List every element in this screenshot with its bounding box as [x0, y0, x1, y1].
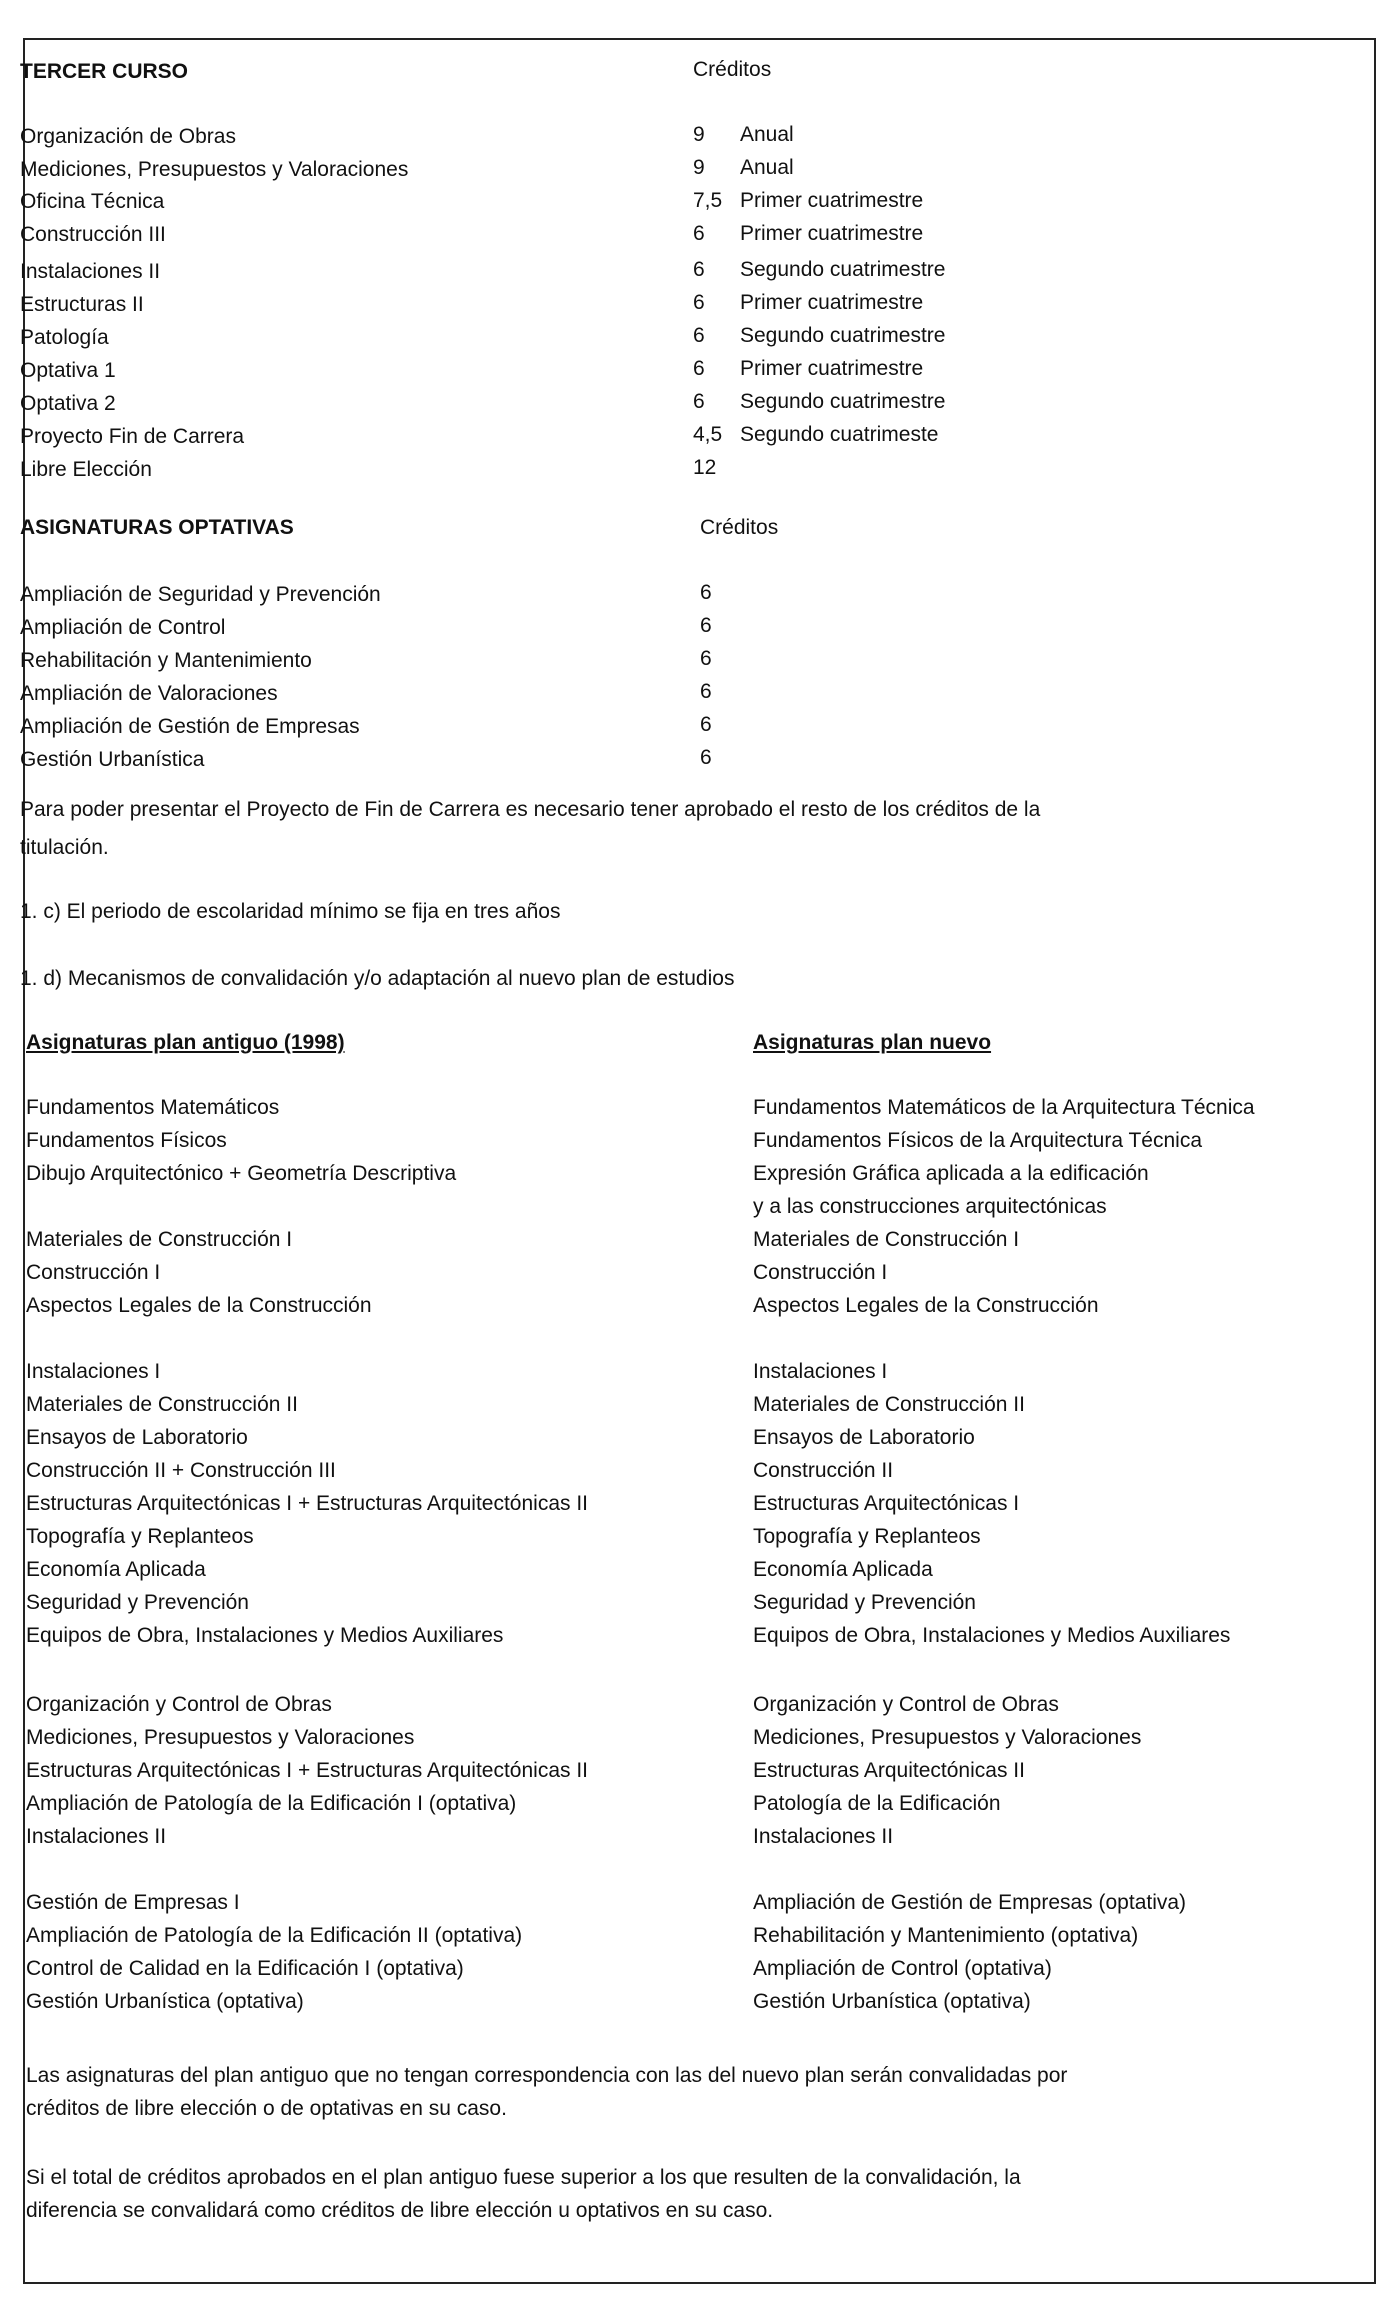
elective-credits: 6: [700, 680, 712, 703]
new-subject: Mediciones, Presupuestos y Valoraciones: [753, 1726, 1142, 1749]
old-subject: Gestión Urbanística (optativa): [26, 1990, 304, 2013]
elective-name: Ampliación de Seguridad y Prevención: [20, 583, 381, 606]
course-credits: 4,5: [693, 423, 723, 446]
mechanisms-note: 1. d) Mecanismos de convalidación y/o adaptación al nuevo plan de estudios: [20, 967, 735, 990]
new-plan-header: Asignaturas plan nuevo: [753, 1031, 992, 1054]
course-period: Segundo cuatrimestre: [740, 324, 946, 347]
course-credits: 12: [693, 456, 717, 479]
old-subject: Instalaciones I: [26, 1360, 161, 1383]
old-subject: Control de Calidad en la Edificación I (optativa): [26, 1957, 464, 1980]
closing-p2-line1: Si el total de créditos aprobados en el plan antiguo fuese superior a los que resulten de la convalidación, la: [26, 2166, 1021, 2189]
old-subject: Fundamentos Físicos: [26, 1129, 227, 1152]
old-subject: Estructuras Arquitectónicas I + Estructuras Arquitectónicas II: [26, 1759, 589, 1782]
closing-p2-line2: diferencia se convalidará como créditos de libre elección u optativos en su caso.: [26, 2199, 774, 2222]
old-subject: Dibujo Arquitectónico + Geometría Descriptiva: [26, 1162, 457, 1185]
elective-credits: 6: [700, 614, 712, 637]
new-subject: Fundamentos Físicos de la Arquitectura Técnica: [753, 1129, 1203, 1152]
new-subject: Construcción II: [753, 1459, 894, 1482]
project-note-line1: Para poder presentar el Proyecto de Fin de Carrera es necesario tener aprobado el resto de los créditos de la: [20, 798, 1041, 821]
course-period: Primer cuatrimestre: [740, 291, 924, 314]
course-period: Primer cuatrimestre: [740, 357, 924, 380]
course-period: Primer cuatrimestre: [740, 222, 924, 245]
elective-name: Rehabilitación y Mantenimiento: [20, 649, 312, 672]
old-plan-header: Asignaturas plan antiguo (1998): [26, 1031, 345, 1054]
old-subject: Instalaciones II: [26, 1825, 167, 1848]
new-subject: Seguridad y Prevención: [753, 1591, 976, 1614]
course-name: Mediciones, Presupuestos y Valoraciones: [20, 158, 409, 181]
new-subject: Equipos de Obra, Instalaciones y Medios Auxiliares: [753, 1624, 1231, 1647]
old-subject: Fundamentos Matemáticos: [26, 1096, 280, 1119]
elective-credits: 6: [700, 581, 712, 604]
old-subject: Materiales de Construcción II: [26, 1393, 298, 1416]
course-credits: 9: [693, 123, 705, 146]
course-name: Organización de Obras: [20, 125, 236, 148]
course-period: Segundo cuatrimestre: [740, 258, 946, 281]
course-name: Patología: [20, 326, 109, 349]
old-subject: Equipos de Obra, Instalaciones y Medios Auxiliares: [26, 1624, 504, 1647]
closing-p1-line1: Las asignaturas del plan antiguo que no tengan correspondencia con las del nuevo plan serán convalidadas por: [26, 2064, 1068, 2087]
course-period: Segundo cuatrimeste: [740, 423, 939, 446]
old-subject: Ensayos de Laboratorio: [26, 1426, 248, 1449]
course-name: Oficina Técnica: [20, 190, 165, 213]
old-subject: Ampliación de Patología de la Edificación II (optativa): [26, 1924, 523, 1947]
third-year-heading: TERCER CURSO: [20, 60, 189, 83]
new-subject: Ensayos de Laboratorio: [753, 1426, 975, 1449]
course-name: Optativa 2: [20, 392, 116, 415]
course-period: Segundo cuatrimestre: [740, 390, 946, 413]
new-subject: Rehabilitación y Mantenimiento (optativa): [753, 1924, 1139, 1947]
course-credits: 9: [693, 156, 705, 179]
new-subject: Construcción I: [753, 1261, 888, 1284]
course-credits: 6: [693, 357, 705, 380]
electives-heading: ASIGNATURAS OPTATIVAS: [20, 516, 294, 539]
new-subject: Gestión Urbanística (optativa): [753, 1990, 1031, 2013]
old-subject: Topografía y Replanteos: [26, 1525, 254, 1548]
elective-credits: 6: [700, 647, 712, 670]
old-subject: Construcción I: [26, 1261, 161, 1284]
course-credits: 6: [693, 258, 705, 281]
course-name: Optativa 1: [20, 359, 116, 382]
course-period: Anual: [740, 123, 794, 146]
course-name: Proyecto Fin de Carrera: [20, 425, 245, 448]
new-subject: Ampliación de Gestión de Empresas (optativa): [753, 1891, 1187, 1914]
elective-credits: 6: [700, 746, 712, 769]
old-subject: Seguridad y Prevención: [26, 1591, 249, 1614]
old-subject: Mediciones, Presupuestos y Valoraciones: [26, 1726, 415, 1749]
course-name: Instalaciones II: [20, 260, 161, 283]
new-subject: Ampliación de Control (optativa): [753, 1957, 1052, 1980]
course-name: Construcción III: [20, 223, 166, 246]
course-name: Estructuras II: [20, 293, 144, 316]
course-credits: 6: [693, 222, 705, 245]
new-subject: Estructuras Arquitectónicas II: [753, 1759, 1025, 1782]
course-credits: 6: [693, 291, 705, 314]
new-subject: Materiales de Construcción II: [753, 1393, 1025, 1416]
min-period-note: 1. c) El periodo de escolaridad mínimo se fija en tres años: [20, 900, 561, 923]
old-subject: Materiales de Construcción I: [26, 1228, 293, 1251]
elective-credits: 6: [700, 713, 712, 736]
new-subject: Instalaciones II: [753, 1825, 894, 1848]
elective-name: Ampliación de Gestión de Empresas: [20, 715, 360, 738]
new-subject: Materiales de Construcción I: [753, 1228, 1020, 1251]
closing-p1-line2: créditos de libre elección o de optativas en su caso.: [26, 2097, 507, 2120]
old-subject: Aspectos Legales de la Construcción: [26, 1294, 372, 1317]
course-credits: 7,5: [693, 189, 723, 212]
new-subject: Fundamentos Matemáticos de la Arquitectura Técnica: [753, 1096, 1255, 1119]
elective-name: Ampliación de Control: [20, 616, 226, 639]
elective-name: Gestión Urbanística: [20, 748, 205, 771]
new-subject: Economía Aplicada: [753, 1558, 933, 1581]
new-subject: Topografía y Replanteos: [753, 1525, 981, 1548]
old-subject: Construcción II + Construcción III: [26, 1459, 336, 1482]
electives-credits-header: Créditos: [700, 516, 779, 539]
old-subject: Estructuras Arquitectónicas I + Estructuras Arquitectónicas II: [26, 1492, 589, 1515]
course-period: Primer cuatrimestre: [740, 189, 924, 212]
elective-name: Ampliación de Valoraciones: [20, 682, 278, 705]
new-subject: Organización y Control de Obras: [753, 1693, 1059, 1716]
third-year-credits-header: Créditos: [693, 58, 772, 81]
project-note-line2: titulación.: [20, 836, 109, 859]
old-subject: Ampliación de Patología de la Edificación I (optativa): [26, 1792, 517, 1815]
new-subject: y a las construcciones arquitectónicas: [753, 1195, 1107, 1218]
course-period: Anual: [740, 156, 794, 179]
new-subject: Expresión Gráfica aplicada a la edificación: [753, 1162, 1149, 1185]
new-subject: Aspectos Legales de la Construcción: [753, 1294, 1099, 1317]
new-subject: Patología de la Edificación: [753, 1792, 1001, 1815]
course-name: Libre Elección: [20, 458, 152, 481]
old-subject: Organización y Control de Obras: [26, 1693, 332, 1716]
old-subject: Gestión de Empresas I: [26, 1891, 240, 1914]
old-subject: Economía Aplicada: [26, 1558, 206, 1581]
new-subject: Instalaciones I: [753, 1360, 888, 1383]
course-credits: 6: [693, 324, 705, 347]
course-credits: 6: [693, 390, 705, 413]
new-subject: Estructuras Arquitectónicas I: [753, 1492, 1020, 1515]
